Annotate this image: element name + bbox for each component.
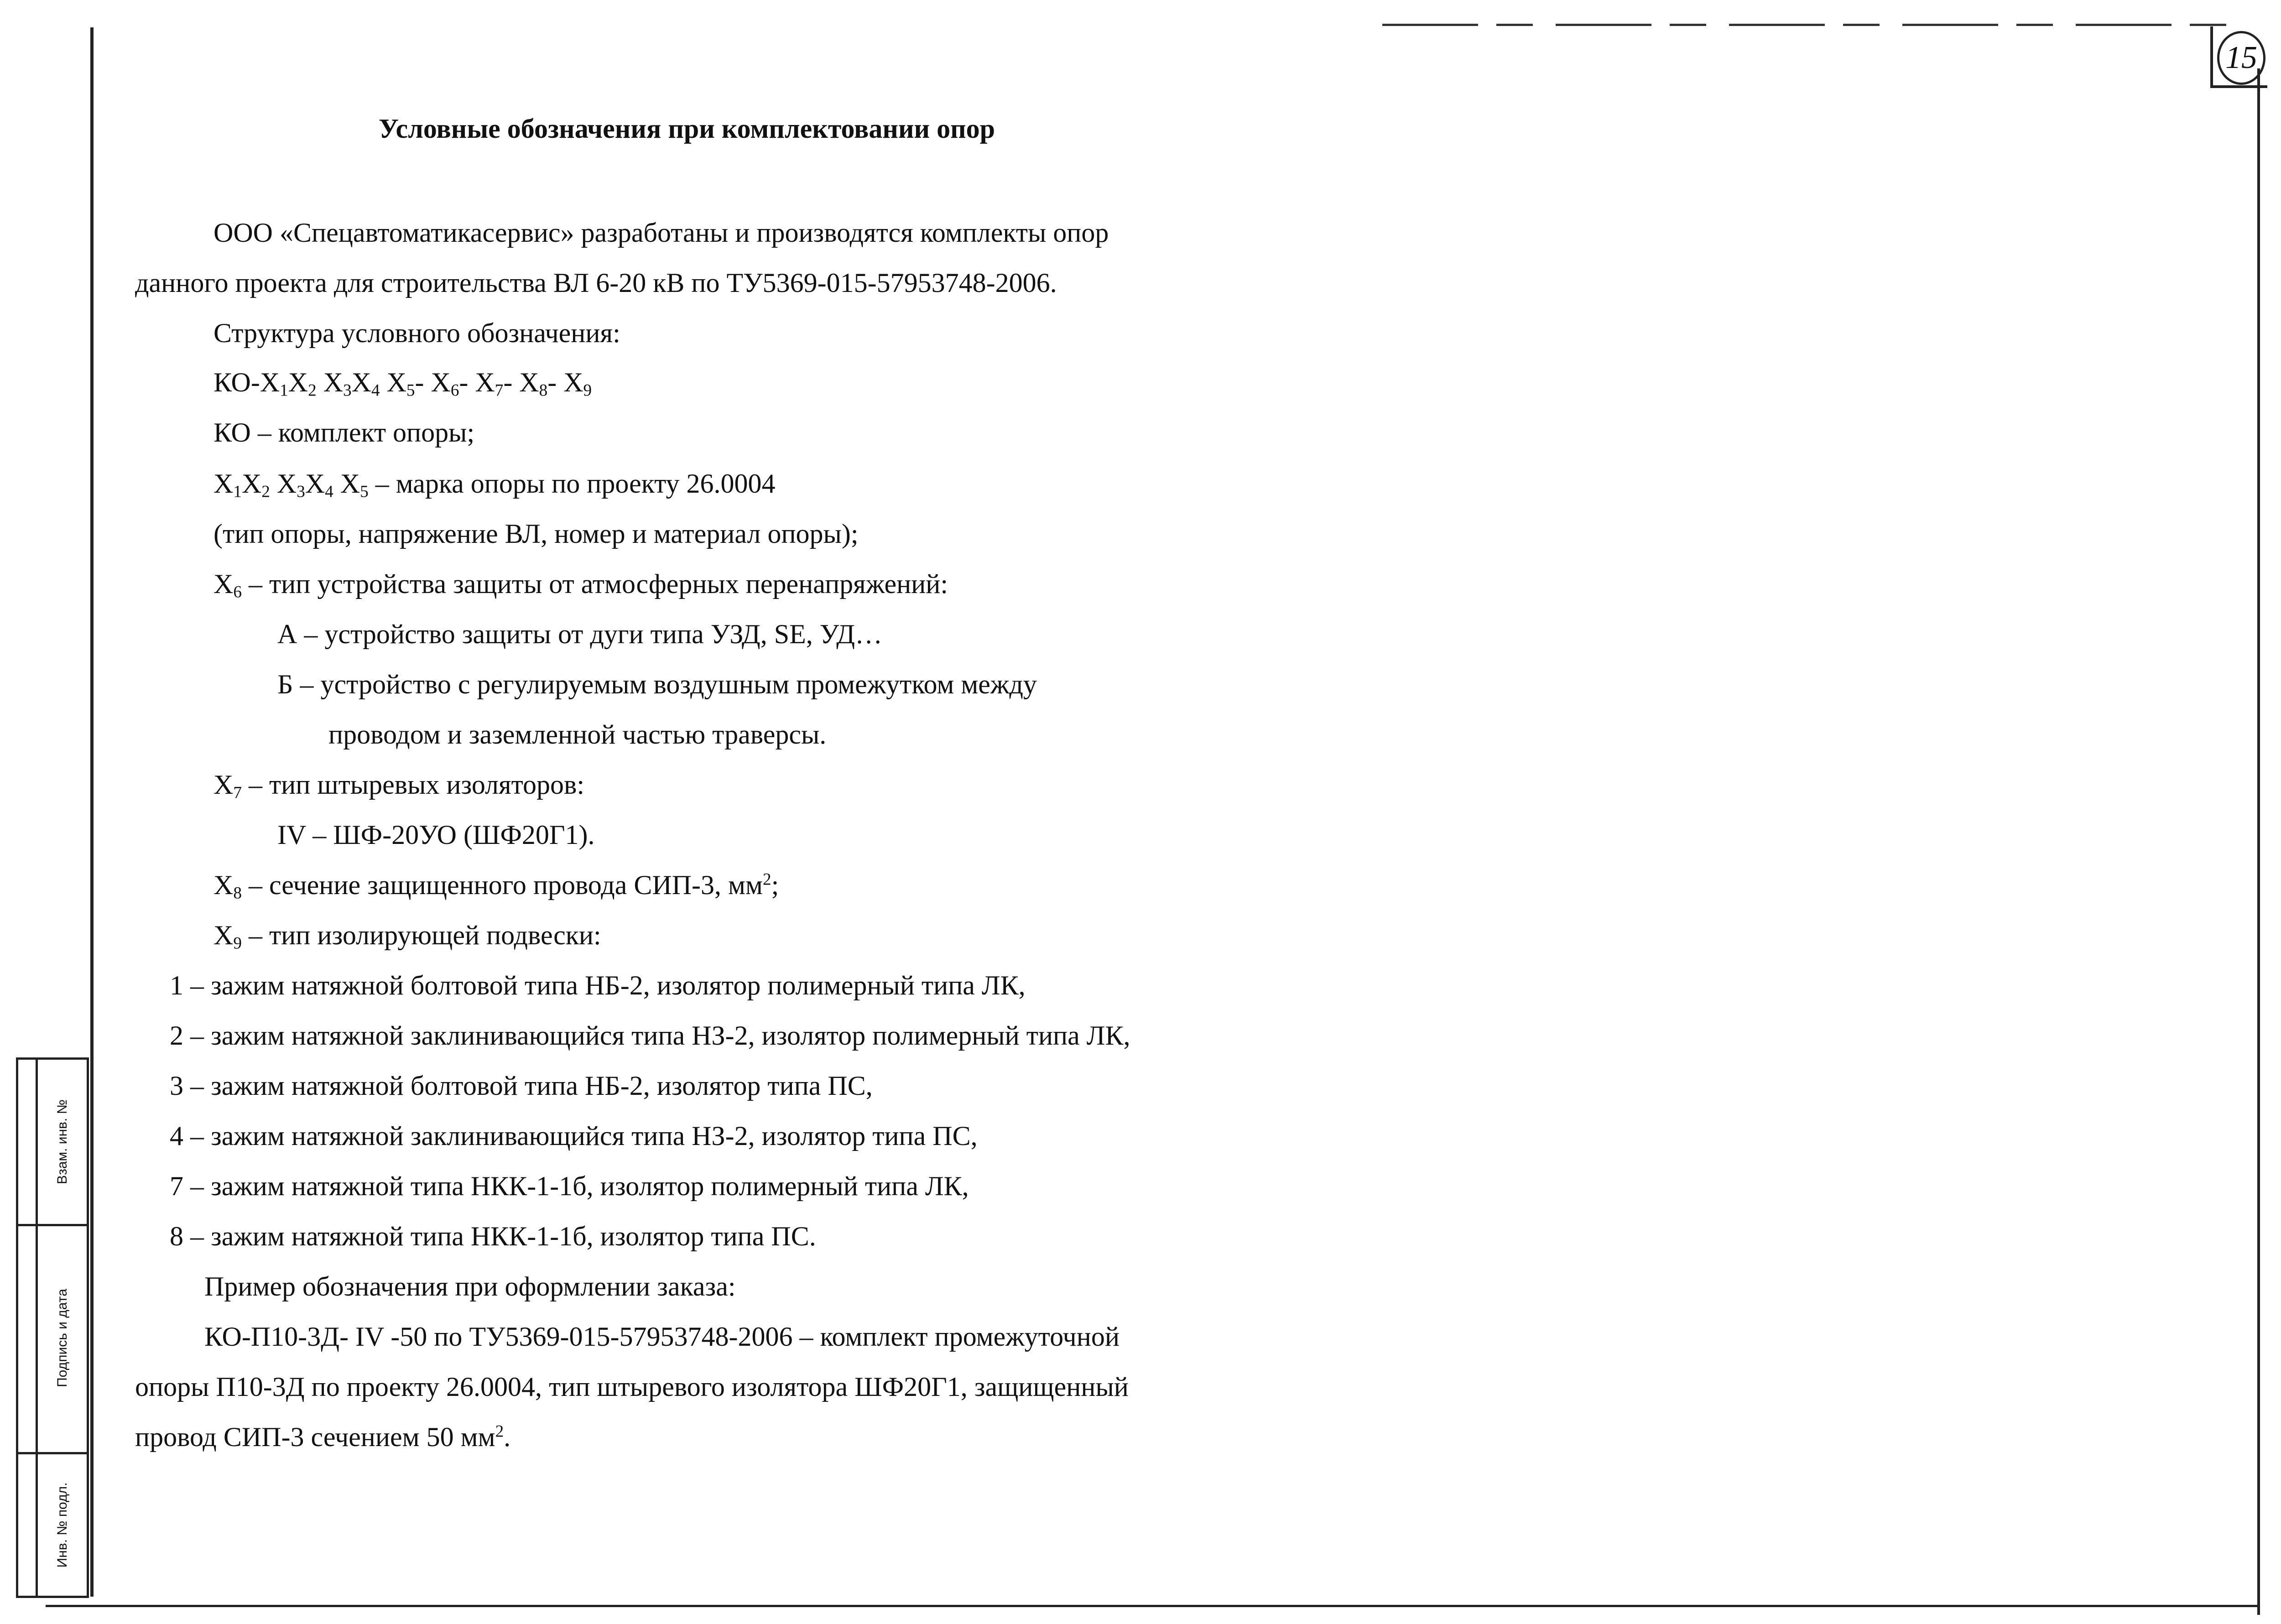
suspension-item: 3 – зажим натяжной болтовой типа НБ-2, изолятор типа ПС, xyxy=(170,1071,873,1101)
suspension-item: 8 – зажим натяжной типа НКК-1-1б, изолятор типа ПС. xyxy=(170,1221,816,1251)
intro-line-1: ООО «Спецавтоматикасервис» разработаны и производятся комплекты опор xyxy=(214,218,1109,248)
ko-definition: КО – комплект опоры; xyxy=(214,417,475,448)
stamp-row-divider xyxy=(18,1452,87,1454)
page-number: 15 xyxy=(2217,31,2265,85)
x9-definition: $Х_9$ – тип изолирующей подвески: xyxy=(214,920,601,953)
page-title: Условные обозначения при комплектовании опор xyxy=(379,114,995,144)
x6-option-b-continued: проводом и заземленной частью траверсы. xyxy=(328,719,827,750)
suspension-item: 1 – зажим натяжной болтовой типа НБ-2, изолятор полимерный типа ЛК, xyxy=(170,970,1026,1000)
right-frame-line xyxy=(2257,68,2260,1615)
top-frame-line xyxy=(1382,24,2249,26)
x6-option-a: А – устройство защиты от дуги типа УЗД, SE, УД… xyxy=(277,619,883,649)
x6-option-b: Б – устройство с регулируемым воздушным промежутком между xyxy=(277,669,1037,699)
left-frame-line xyxy=(90,27,94,1597)
bottom-frame-line xyxy=(46,1605,2258,1607)
x6-definition: $Х_6$ – тип устройства защиты от атмосферных перенапряжений: xyxy=(214,569,948,602)
stamp-field-inv-original: Инв. № подл. xyxy=(55,1482,70,1568)
stamp-divider xyxy=(36,1060,38,1596)
marka-definition: $Х_1Х_2$ $Х_3Х_4$ $Х_5$ – марка опоры по проекту 26.0004 xyxy=(214,468,776,501)
marka-note: (тип опоры, напряжение ВЛ, номер и материал опоры); xyxy=(214,519,859,549)
stamp-row-divider xyxy=(18,1224,87,1226)
structure-label: Структура условного обозначения: xyxy=(214,318,620,348)
suspension-item: 2 – зажим натяжной заклинивающийся типа НЗ-2, изолятор полимерный типа ЛК, xyxy=(170,1020,1130,1051)
example-line-1: КО-П10-3Д- IV -50 по ТУ5369-015-57953748-2006 – комплект промежуточной xyxy=(204,1322,1120,1352)
side-stamp xyxy=(16,1057,89,1598)
designation-formula: $КО-Х_1Х_2$ $Х_3Х_4$ $Х_5-$ $Х_6-$ $Х_7-$ $Х_8-$ $Х_9$ xyxy=(214,367,592,400)
stamp-field-replace-inv: Взам. инв. № xyxy=(55,1099,70,1184)
x7-definition: $Х_7$ – тип штыревых изоляторов: xyxy=(214,770,585,802)
suspension-item: 4 – зажим натяжной заклинивающийся типа НЗ-2, изолятор типа ПС, xyxy=(170,1121,978,1151)
example-label: Пример обозначения при оформлении заказа: xyxy=(204,1271,736,1301)
stamp-field-signature-date: Подпись и дата xyxy=(55,1289,70,1387)
example-line-2: опоры П10-3Д по проекту 26.0004, тип штыревого изолятора ШФ20Г1, защищенный xyxy=(135,1372,1129,1402)
intro-line-2: данного проекта для строительства ВЛ 6-20 кВ по ТУ5369-015-57953748-2006. xyxy=(135,268,1057,298)
x8-definition: $Х_8$ – сечение защищенного провода СИП-3, $мм^2$; xyxy=(214,870,779,903)
x7-option-iv: IV – ШФ-20УО (ШФ20Г1). xyxy=(277,820,595,850)
suspension-item: 7 – зажим натяжной типа НКК-1-1б, изолятор полимерный типа ЛК, xyxy=(170,1171,969,1201)
example-line-3: провод СИП-3 сечением 50 $мм^2$. xyxy=(135,1422,511,1452)
